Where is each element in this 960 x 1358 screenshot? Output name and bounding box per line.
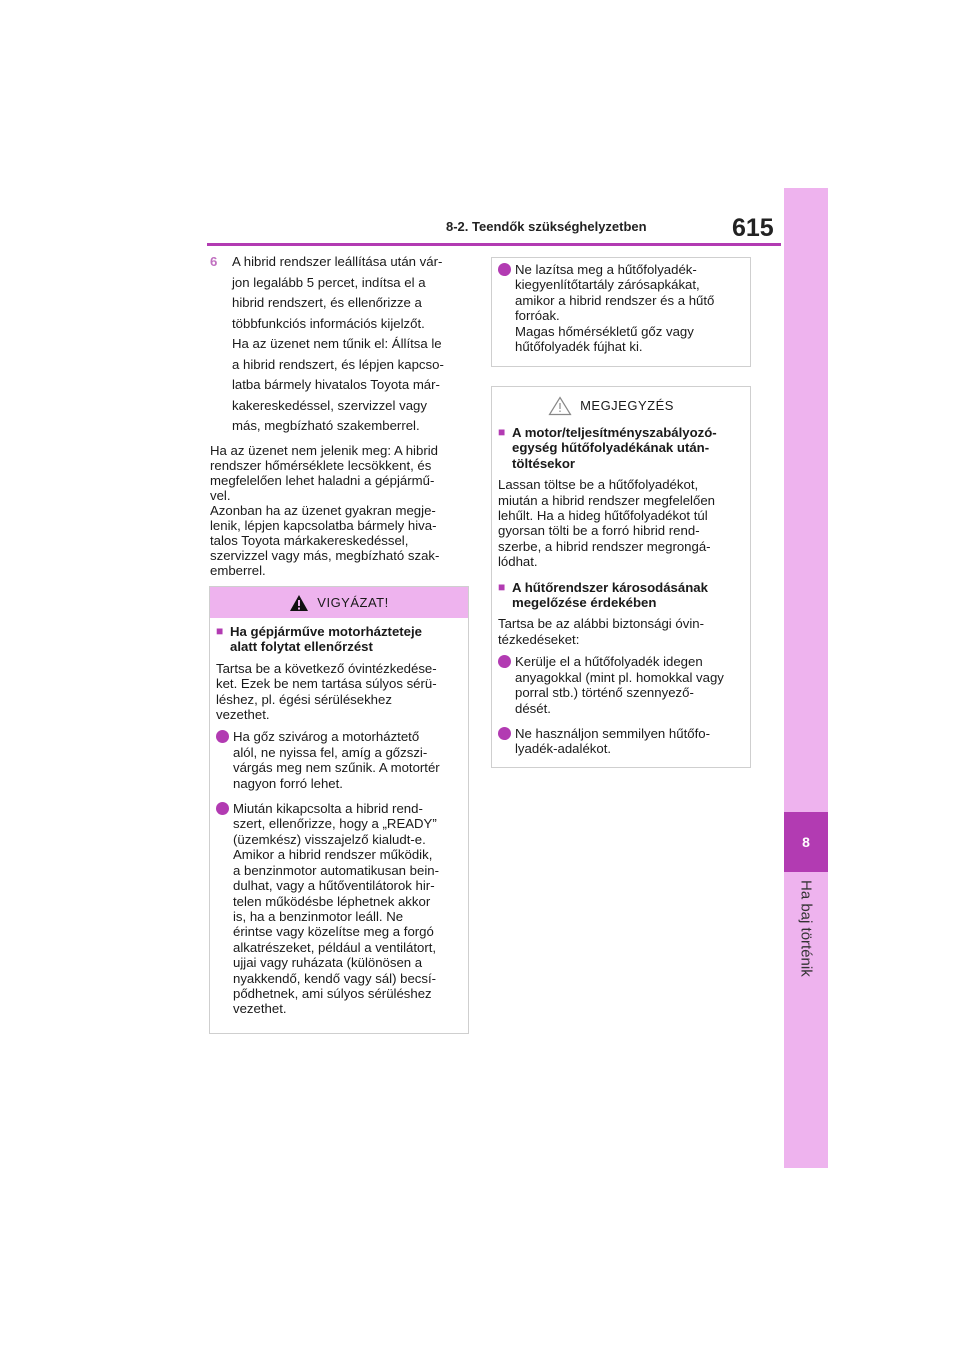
text-line: hibrid rendszert, és ellenőrizze a xyxy=(232,295,422,310)
text-line: A motor/teljesítményszabályozó- xyxy=(512,425,717,440)
square-bullet-icon: ■ xyxy=(216,624,224,638)
text-line: kiegyenlítőtartály zárósapkákat, xyxy=(515,277,700,293)
text-line: jon legalább 5 percet, indítsa el a xyxy=(232,274,426,290)
text-line: dulhat, vagy a hűtőventilátorok hir- xyxy=(233,878,435,894)
note-heading-text xyxy=(512,425,717,471)
square-bullet-icon: ■ xyxy=(498,425,506,439)
warning-bullet-1 xyxy=(216,729,462,791)
warning-box xyxy=(209,586,469,1034)
round-bullet-icon xyxy=(498,727,511,740)
text-line: nyakkendő, kendő vagy sál) becsí- xyxy=(233,970,437,986)
outline-triangle-icon xyxy=(548,396,572,416)
text-line: hűtőfolyadék fújhat ki. xyxy=(515,339,643,355)
text-line: Ne használjon semmilyen hűtőfo- xyxy=(515,725,710,741)
text-line: vezethet. xyxy=(216,707,270,723)
text-line: Lassan töltse be a hűtőfolyadékot, xyxy=(498,477,699,493)
text-line: lódhat. xyxy=(498,554,538,570)
left-column xyxy=(210,252,470,578)
bullet-text xyxy=(233,729,440,791)
text-line: szerbe, a hibrid rendszer megrongá- xyxy=(498,538,711,554)
text-line: szervizzel vagy más, megbízható szak- xyxy=(210,547,440,563)
round-bullet-icon xyxy=(216,802,229,815)
bullet-text xyxy=(233,801,439,1017)
text-line: (üzemkész) visszajelző kialudt-e. xyxy=(233,831,426,847)
text-line: tézkedéseket: xyxy=(498,631,580,647)
round-bullet-icon xyxy=(216,730,229,743)
text-line: Azonban ha az üzenet gyakran megje- xyxy=(210,502,436,518)
text-line: lenik, lépjen kapcsolatba bármely hiva- xyxy=(210,517,437,533)
text-line: nagyon forró lehet. xyxy=(233,775,343,791)
text-line: Magas hőmérsékletű gőz vagy xyxy=(515,323,694,339)
warning-cont-bullet xyxy=(498,262,744,354)
text-line: forróak. xyxy=(515,308,560,324)
warning-header xyxy=(210,587,468,618)
step-6 xyxy=(210,252,470,437)
text-line: vel. xyxy=(210,487,231,503)
text-line: pődhetnek, ami súlyos sérüléshez xyxy=(233,985,432,1001)
text-line: latba bármely hivatalos Toyota már- xyxy=(232,377,440,392)
text-line: lehűlt. Ha a hideg hűtőfolyadékot túl xyxy=(498,508,708,524)
text-line: lyadék-adalékot. xyxy=(515,741,612,757)
text-line: a hibrid rendszert, és lépjen kapcso- xyxy=(232,356,444,372)
warning-heading xyxy=(216,624,462,655)
note-title: MEGJEGYZÉS xyxy=(580,398,674,414)
text-line: rendszer hőmérséklete lecsökkent, és xyxy=(210,457,432,473)
text-line: léshez, pl. égési sérülésekhez xyxy=(216,691,392,707)
warning-title: VIGYÁZAT! xyxy=(317,594,389,610)
text-line: emberrel. xyxy=(210,562,266,578)
round-bullet-icon xyxy=(498,263,511,276)
text-line: alkatrészeket, például a ventilátort, xyxy=(233,939,437,955)
text-line: Ha az üzenet nem jelenik meg: A hibrid xyxy=(210,442,438,458)
text-line: alatt folytat ellenőrzést xyxy=(230,639,373,655)
bullet-text xyxy=(515,654,724,716)
warning-heading-text xyxy=(230,624,422,655)
round-bullet-icon xyxy=(498,655,511,668)
text-line: ujjai vagy ruházata (különösen a xyxy=(233,955,423,971)
text-line: miután a hibrid rendszer megfelelően xyxy=(498,492,715,508)
text-line: talos Toyota márkakereskedéssel, xyxy=(210,532,409,548)
note-heading-text xyxy=(512,580,708,611)
warning-continued-box xyxy=(491,257,751,367)
note-paragraph-1 xyxy=(498,477,744,569)
step-text xyxy=(232,252,444,437)
status-paragraph xyxy=(210,443,470,578)
text-line: megelőzése érdekében xyxy=(512,595,657,611)
text-line: Ha gépjárműve motorházteteje xyxy=(230,624,423,639)
note-bullet-2 xyxy=(498,726,744,757)
text-line: Kerülje el a hűtőfolyadék idegen xyxy=(515,654,703,670)
text-line: porral stb.) történő szennyező- xyxy=(515,685,694,701)
text-line: Ha gőz szivárog a motorháztető xyxy=(233,729,420,745)
header-rule xyxy=(207,243,781,246)
text-line: a benzinmotor automatikusan bein- xyxy=(233,862,439,878)
section-title: 8-2. Teendők szükséghelyzetben xyxy=(446,219,647,234)
text-line: többfunkciós információs kijelzőt. xyxy=(232,315,425,331)
text-line: Tartsa be az alábbi biztonsági óvin- xyxy=(498,616,704,632)
chapter-title: Ha baj történik xyxy=(797,880,815,977)
text-line: telen működésbe léphetnek akkor xyxy=(233,893,431,909)
note-heading-1 xyxy=(498,425,744,471)
text-line: kakereskedéssel, szervizzel vagy xyxy=(232,397,427,413)
text-line: egység hűtőfolyadékának után- xyxy=(512,440,710,456)
note-header xyxy=(492,391,750,421)
text-line: töltésekor xyxy=(512,455,576,471)
page-number: 615 xyxy=(732,214,774,242)
text-line: dését. xyxy=(515,700,551,716)
warning-intro xyxy=(216,661,462,723)
text-line: gyorsan tölti be a forró hibrid rend- xyxy=(498,523,700,539)
text-line: várgás meg nem szűnik. A motortér xyxy=(233,760,440,776)
text-line: szert, ellenőrizze, hogy a „READY” xyxy=(233,816,437,832)
text-line: amikor a hibrid rendszer és a hűtő xyxy=(515,292,715,308)
text-line: anyagokkal (mint pl. homokkal vagy xyxy=(515,669,724,685)
warning-bullet-2 xyxy=(216,801,462,1017)
text-line: más, megbízható szakemberrel. xyxy=(232,418,420,433)
note-bullet-1 xyxy=(498,654,744,716)
text-line: érintse vagy közelítse meg a forgó xyxy=(233,924,434,940)
bullet-text xyxy=(515,262,714,354)
text-line: is, ha a benzinmotor leáll. Ne xyxy=(233,908,404,924)
text-line: alól, ne nyissa fel, amíg a gőzszi- xyxy=(233,744,428,760)
text-line: Miután kikapcsolta a hibrid rend- xyxy=(233,801,423,817)
text-line: Amikor a hibrid rendszer működik, xyxy=(233,847,433,863)
note-paragraph-2 xyxy=(498,616,744,647)
step-number: 6 xyxy=(210,254,218,269)
bullet-text xyxy=(515,726,710,757)
text-line: Ne lazítsa meg a hűtőfolyadék- xyxy=(515,262,697,277)
text-line: vezethet. xyxy=(233,1001,287,1017)
text-line: A hibrid rendszer leállítása után vár- xyxy=(232,254,443,269)
text-line: megfelelően lehet haladni a gépjármű- xyxy=(210,472,435,488)
text-line: A hűtőrendszer károsodásának xyxy=(512,579,708,595)
chapter-number: 8 xyxy=(784,812,828,872)
warning-triangle-icon xyxy=(289,594,309,612)
text-line: Tartsa be a következő óvintézkedése- xyxy=(216,660,437,676)
square-bullet-icon: ■ xyxy=(498,579,506,594)
text-line: ket. Ezek be nem tartása súlyos sérü- xyxy=(216,676,437,692)
text-line: Ha az üzenet nem tűnik el: Állítsa le xyxy=(232,336,442,351)
note-heading-2 xyxy=(498,580,744,611)
note-box xyxy=(491,386,751,768)
